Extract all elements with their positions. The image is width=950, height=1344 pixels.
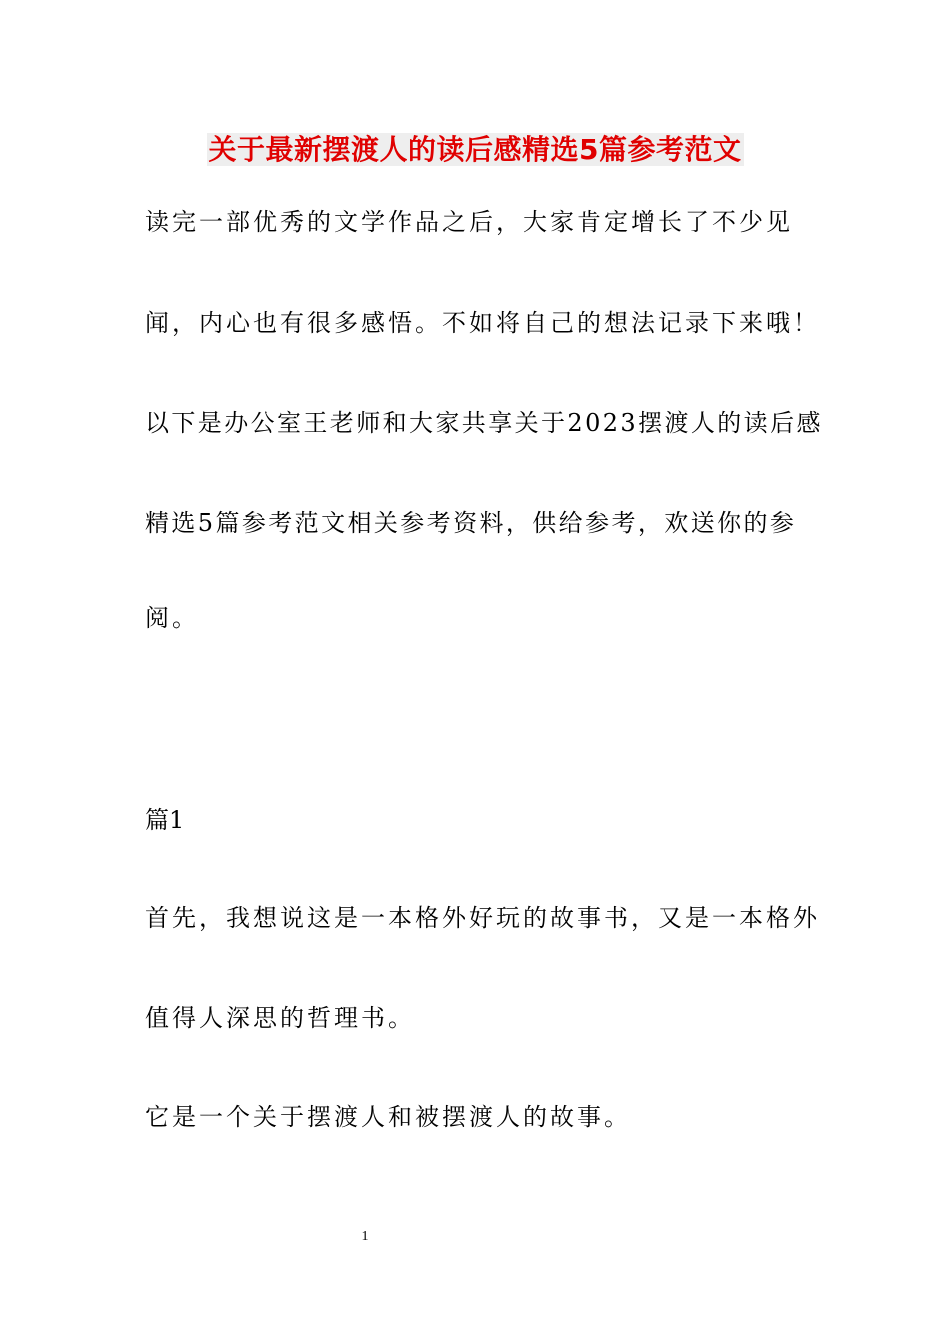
body-line-6: 首先，我想说这是一本格外好玩的故事书，又是一本格外 — [145, 904, 820, 932]
body-line-2: 闻，内心也有很多感悟。不如将自己的想法记录下来哦！ — [145, 309, 820, 337]
body-line-8: 它是一个关于摆渡人和被摆渡人的故事。 — [145, 1103, 631, 1131]
document-title: 关于最新摆渡人的读后感精选5篇参考范文 — [208, 133, 742, 166]
section-heading: 篇1 — [145, 806, 185, 834]
body-line-1: 读完一部优秀的文学作品之后，大家肯定增长了不少见 — [145, 208, 793, 236]
body-line-4: 精选5篇参考范文相关参考资料，供给参考，欢送你的参 — [145, 509, 797, 537]
document-title-container — [0, 128, 950, 172]
body-line-7: 值得人深思的哲理书。 — [145, 1004, 415, 1032]
body-line-3: 以下是办公室王老师和大家共享关于2023摆渡人的读后感 — [145, 409, 823, 437]
page-number: 1 — [361, 1229, 369, 1244]
body-line-5: 阅。 — [145, 604, 199, 632]
